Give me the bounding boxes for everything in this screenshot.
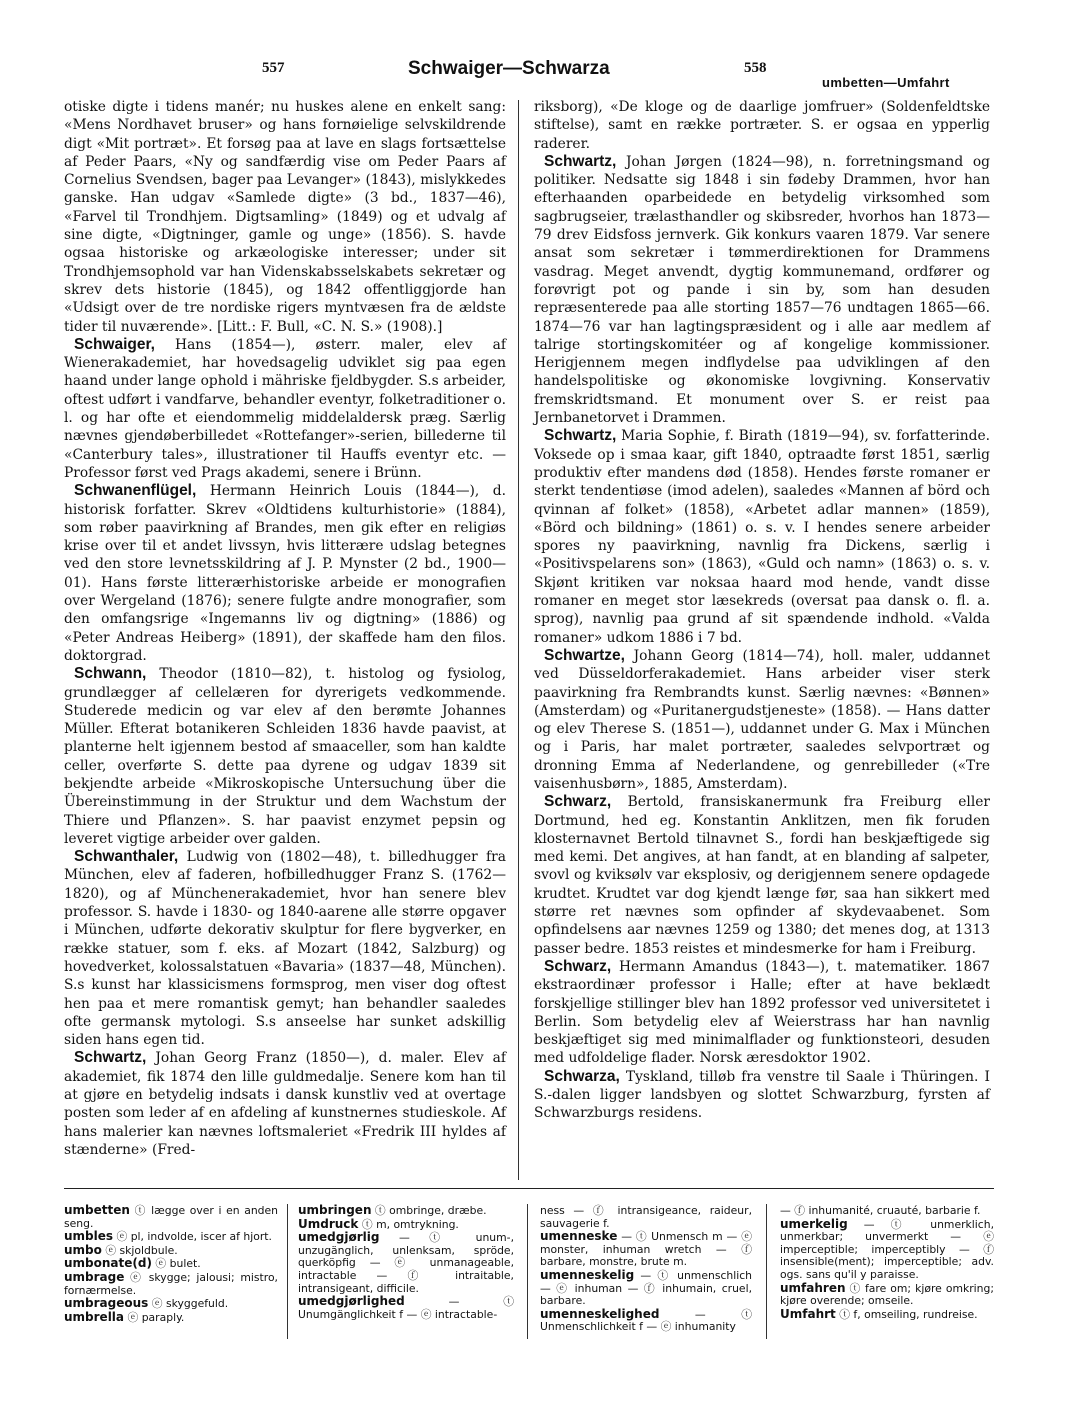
headword: Schwarz, bbox=[544, 793, 612, 811]
glossary-headword: umbrageous bbox=[64, 1296, 149, 1311]
headword: Schwaiger, bbox=[74, 335, 155, 353]
right-column bbox=[534, 98, 990, 1123]
glossary-entry bbox=[780, 1204, 994, 1218]
entry-text: Tyskland, tilløb fra venstre til Saale i Thüringen. I S.-dalen ligger landsbyen og slottet Schwarzburg, fyrsten af Schwarzburgs residens. bbox=[534, 1068, 990, 1122]
headword: Schwanenflügel, bbox=[74, 482, 197, 500]
glossary-column-3 bbox=[540, 1204, 752, 1334]
entry-schwartz-johan-georg-franz bbox=[64, 1049, 506, 1159]
entry-text: Hermann Amandus (1843—), t. matematiker. 1867 ekstraordinær professor i Halle; efter at have beklædt forskjellige stillinger blev han 1892 professor ved universitetet i Berlin. Som betydelig elev af Weierstrass har han navnlig beskjæftiget sig med minimalflader og funktionsteori, desuden med udfoldelige flader. Norsk æresdoktor 1902. bbox=[534, 958, 990, 1067]
page-title: Schwaiger—Schwarza bbox=[408, 58, 610, 79]
glossary-headword: umbetten bbox=[64, 1203, 130, 1217]
glossary-entry bbox=[540, 1308, 752, 1334]
glossary-headword: umbrella bbox=[64, 1309, 125, 1324]
entry-text: Theodor (1810—82), t. histolog og fysiolog, grundlægger af cellelæren for dyrerigets vedkommende. Studerede medicin og var elev af den berømte Johannes Müller. Efterat botanikeren Schleiden 1836 havde paavist, at planterne helt igjennem bestod af smaaceller, som han kaldte celler, overførte S. dette paa dyrene og udgav 1839 sit bekjendte arbeide «Mikroskopische Untersuchung über die Übereinstimmung in der Struktur und dem Wachstum der Thiere und Pflanzen». S. har paavist enzymet pepsin og leveret vigtige arbeider over galden. bbox=[64, 666, 506, 847]
entry-schwarz-bertold bbox=[534, 793, 990, 958]
continued-paragraph: riksborg), «De kloge og de daarlige jomfruer» (Soldenfeldtske stiftelse), samt en række portræter. S. er ogsaa en ypperlig raderer. bbox=[534, 99, 990, 152]
entry-text: Johan Georg Franz (1850—), d. maler. Elev af akademiet, fik 1874 den lille guldmedalje. Senere kom han til at gjøre en betydelig indsats i dansk kunstliv ved at overtage posten som leder af en afdeling af kunstnernes studieskole. Af hans malerier kan nævnes loftsmaleriet «Fredrik III hyldes af stænderne» (Fred- bbox=[64, 1050, 506, 1158]
glossary-entry bbox=[64, 1204, 278, 1230]
glossary-text: — ⓣ unum-, unzugänglich, unlenksam, spröde, querköpfig — ⓔ unmanageable, intractable — ⓕ intraitable, intransigeant, difficile. bbox=[298, 1231, 514, 1295]
glossary-text: ⓣ m, omtrykning. bbox=[358, 1217, 459, 1231]
glossary-text: ⓣ f, omseiling, rundreise. bbox=[835, 1307, 978, 1321]
entry-text: Maria Sophie, f. Birath (1819—94), sv. forfatterinde. Voksede op i smaa kaar, gift 1840, optraadte først 1851, særlig produktiv efter mandens død (1858). Hendes første romaner er sterkt tendentiøse (imod adelen), saaledes «Mannen af börd och qvinnan af folket» (1858), «Arbetet adlar mannen» (1859), «Börd och bildning» (1861) o. s. v. I hendes senere arbeider spores ny paavirkning, navnlig fra Dickens, særlig i «Positivspelarens son» (1863), «Guld och namn» (1863) o. s. v. Skjønt kritiken var noksaa haard mod hende, vandt disse romaner en meget stor læsekreds (oversat paa dansk o. fl. a. sprog), navnlig paa grund af sit spændende indhold. «Valda romaner» udkom 1886 i 7 bd. bbox=[534, 428, 990, 646]
continued-paragraph: otiske digte i tidens manér; nu huskes alene en enkelt sang: «Mens Nordhavet bruser» og hans fornøielige selvskildrende digt «Mit portræt». Et forsøg paa at lave en slags fortsættelse af Peder Paars, «Ny og sandfærdig vise om Peder Paars af Cornelius Svendsen, bager paa Levanger» (1843), mislykkedes ganske. Han udgav «Samlede digte» (3 bd., 1837—46), «Farvel til Trondhjem. Digtsamling» (1849) og et udvalg af sine digte, «Digtninger, gamle og unge» (1856). S. havde ogsaa historiske og arkæologiske interesser; under sit Trondhjemsophold var han Videnskabsselskabets sekretær og skrev dets historie (1845), og 1842 offentliggjorde han «Udsigt over de tre nordiske rigers myntvæsen fra de ældste tider til nuværende». [Litt.: F. Bull, «C. N. S.» (1908).] bbox=[64, 99, 506, 335]
glossary-text: — ⓣ Unmensch m — ⓔ monster, inhuman wretch — ⓕ barbare, monstre, brute m. bbox=[540, 1230, 752, 1269]
glossary-headword: umfahren bbox=[780, 1280, 846, 1295]
glossary-divider bbox=[527, 1204, 528, 1339]
glossary-text: — ⓕ inhumanité, cruauté, barbarie f. bbox=[780, 1204, 981, 1217]
glossary-text: ⓔ paraply. bbox=[124, 1310, 185, 1324]
glossary-text: — ⓣ Unumgänglichkeit f — ⓔ intractable- bbox=[298, 1295, 514, 1321]
glossary-entry bbox=[780, 1218, 994, 1282]
glossary-divider bbox=[287, 1204, 288, 1339]
entry-schwarz-hermann bbox=[534, 958, 990, 1068]
glossary-headword: umenneskelighed bbox=[540, 1306, 660, 1321]
glossary-divider bbox=[766, 1204, 767, 1339]
glossary-entry bbox=[64, 1297, 278, 1311]
glossary-text: — ⓣ unmenschlich — ⓔ inhuman — ⓕ inhumain, cruel, barbare. bbox=[540, 1268, 752, 1308]
glossary-text: ⓔ skygge; jalousi; mistro, fornærmelse. bbox=[64, 1270, 278, 1297]
entry-text: Johann Georg (1814—74), holl. maler, uddannet ved Düsseldorferakademiet. Hans arbeider viser sterk paavirkning fra Rembrandts kunst. Særlig nævnes: «Bønnen» (Amsterdam) og «Puritanergudstjeneste» (1858). — Hans datter og elev Therese S. (1851—), uddannet under G. Max i München og i Paris, har malet portræter, saaledes selvportræt og dronning Emma af Nederlandene, og genrebilleder («Tre vaisenhusbørn», 1885, Amsterdam). bbox=[534, 647, 990, 792]
glossary-headword: umbles bbox=[64, 1229, 114, 1244]
footer-rule bbox=[64, 1188, 994, 1189]
glossary-text: ⓔ skyggefuld. bbox=[148, 1297, 229, 1311]
glossary-entry bbox=[780, 1308, 994, 1322]
entry-text: Bertold, fransiskanermunk fra Freiburg eller Dortmund, hed eg. Konstantin Anklitzen, men fik foruden klosternavnet Bertold tilnavnet S., fordi han beskjæftigede sig med kemi. Det angives, at han fandt, at en blanding af salpeter, svovl og kviksølv var eksplosiv, og derigjennem senere opdagede krudtet. Krudtet var dog kjendt længe før, saa han sikkert med større ret nævnes som opfinder af skydevaabenet. Som opfindelsens aar nævnes 1259 og 1380; det menes dog, at 1313 passer bedre. 1853 reistes et mindesmerke for ham i Freiburg. bbox=[534, 794, 990, 957]
glossary-text: ⓔ bulet. bbox=[151, 1257, 201, 1271]
glossary-text: ness — ⓕ intransigeance, raideur, sauvagerie f. bbox=[540, 1204, 752, 1230]
glossary-entry bbox=[540, 1269, 752, 1308]
glossary-headword: umenneske bbox=[540, 1229, 618, 1244]
entry-schwanthaler bbox=[64, 848, 506, 1049]
glossary-text: ⓔ pl, indvolde, iscer af hjort. bbox=[113, 1230, 272, 1244]
glossary-column-1 bbox=[64, 1204, 278, 1324]
glossary-entry bbox=[64, 1244, 278, 1258]
glossary-headword: Umfahrt bbox=[780, 1306, 836, 1321]
entry-schwarza bbox=[534, 1068, 990, 1123]
glossary-headword: umerkelig bbox=[780, 1216, 848, 1231]
glossary-headword: Umdruck bbox=[298, 1216, 359, 1231]
glossary-entry bbox=[540, 1204, 752, 1230]
glossary-headword: umbringen bbox=[298, 1203, 372, 1217]
glossary-column-2 bbox=[298, 1204, 514, 1321]
headword: Schwartz, bbox=[544, 427, 617, 445]
glossary-text: — ⓣ Unmenschlichkeit f — ⓔ inhumanity bbox=[540, 1307, 752, 1334]
glossary-headword: umenneskelig bbox=[540, 1267, 635, 1282]
glossary-entry bbox=[780, 1282, 994, 1308]
entry-schwann bbox=[64, 665, 506, 848]
entry-schwartz-johan-joergen bbox=[534, 153, 990, 427]
glossary-text: ⓔ skjoldbule. bbox=[101, 1243, 178, 1257]
glossary-text: ⓣ ombringe, dræbe. bbox=[371, 1204, 487, 1217]
glossary-text: ⓣ fare om; kjøre omkring; kjøre overende; omseile. bbox=[780, 1281, 994, 1308]
glossary-headword: umbrage bbox=[64, 1269, 125, 1284]
glossary-headword: umedgjørlighed bbox=[298, 1294, 405, 1309]
glossary-entry bbox=[298, 1204, 514, 1218]
glossary-entry bbox=[298, 1231, 514, 1295]
entry-schwanenfluegel bbox=[64, 482, 506, 665]
headword: Schwanthaler, bbox=[74, 848, 179, 866]
entry-text: Hermann Heinrich Louis (1844—), d. historisk forfatter. Skrev «Oldtidens kulturhistorie» (1884), som røber paavirkning af Brandes, men gik efter en religiøs krise over til et andet livssyn, hvis litterære udslag betegnes ved den store levnetsskildring af J. P. Mynster (2 bd., 1900—01). Hans første litterærhistoriske arbeide er monografien over Wergeland (1876); senere fulgte andre monografier, som den omfangsrige «Ingemanns liv og digtning» (1886) og «Peter Andreas Heiberg» (1891), der skaffede ham den filos. doktorgrad. bbox=[64, 483, 506, 664]
glossary-entry bbox=[298, 1218, 514, 1232]
headword: Schwarza, bbox=[544, 1067, 620, 1085]
headword: Schwartze, bbox=[544, 646, 625, 664]
entry-schwartz-maria-sophie bbox=[534, 427, 990, 647]
glossary-text: — ⓣ unmerklich, unmerkbar; unvermerkt — ⓔ imperceptible; imperceptibly — ⓕ insensible(ment); imperceptible; adv. ogs. sans qu'il y paraisse. bbox=[780, 1217, 994, 1281]
headword: Schwartz, bbox=[544, 152, 617, 170]
left-column bbox=[64, 98, 506, 1159]
headword: Schwann, bbox=[74, 665, 147, 683]
guide-words: umbetten—Umfahrt bbox=[822, 75, 950, 90]
entry-schwaiger bbox=[64, 336, 506, 482]
glossary-text: ⓣ lægge over i en anden seng. bbox=[64, 1204, 278, 1230]
glossary-entry bbox=[64, 1230, 278, 1244]
glossary-entry bbox=[540, 1230, 752, 1269]
entry-text: Johan Jørgen (1824—98), n. forretningsmand og politiker. Nedsatte sig 1848 i sin fødeby Drammen, hvor han efterhaanden oparbeidede en betydelig virksomhed som sagbrugseier, trælasthandler og skibsreder, hvorhos han 1873—79 drev Eidsfoss jernverk. Gik konkurs vaaren 1879. Var senere ansat som sekretær i tømmerdirektionen for Drammens vasdrag. Meget anvendt, dygtig kommunemand, ordfører og forøvrigt pot og pande i sin by, som han desuden repræsenterede paa alle storting 1857—76 undtagen 1865—66. 1874—76 var han lagtingspræsident og i alle aar medlem af talrige stortingskomitéer og af kongelige kommissioner. Herigjennem megen indflydelse paa udviklingen af den handelspolitiske og økonomiske lovgivning. Konservativ fremskridtsmand. Et monument over S. er reist paa Jernbanetorvet i Drammen. bbox=[534, 153, 990, 427]
glossary-headword: umbo bbox=[64, 1242, 102, 1257]
page-number-right: 558 bbox=[744, 60, 767, 76]
entry-schwartze bbox=[534, 647, 990, 793]
column-divider bbox=[518, 100, 519, 1180]
glossary-entry bbox=[64, 1271, 278, 1297]
glossary-entry bbox=[64, 1257, 278, 1271]
glossary-entry bbox=[298, 1295, 514, 1321]
headword: Schwarz, bbox=[544, 957, 612, 975]
entry-text: Ludwig von (1802—48), t. billedhugger fra München, elev af faderen, hofbilledhugger Franz S. (1762—1820), og af Münchenerakademiet, hvor han senere blev professor. S. havde i 1830- og 1840-aarene alle større opgaver i München, udførte dekorativ skulptur for flere bygverker, en række statuer, som f. eks. af Mozart (1842, Salzburg) og hovedverket, kolossalstatuen «Bavaria» (1837—48, München). S.s kunst har klassicismens formsprog, men viser dog oftest hen paa et mere romantisk gemyt; han behandler saaledes ofte germansk mytologi. S.s anseelse har sunket adskillig siden hans egen tid. bbox=[64, 849, 506, 1049]
glossary-column-4 bbox=[780, 1204, 994, 1321]
page-number-left: 557 bbox=[262, 60, 285, 76]
glossary-headword: umedgjørlig bbox=[298, 1230, 380, 1245]
entry-text: Hans (1854—), østerr. maler, elev af Wienerakademiet, har hovedsagelig udviklet sig paa egen haand under lange ophold i mähriske fjeldbygder. S.s arbeider, oftest udført i vandfarve, behandler eventyr, folketraditioner o. l. og har ofte et eiendommelig middelaldersk præg. Særlig nævnes gjendøberbilledet «Rottefanger»-serien, billederne til «Canterbury tales», illustrationer til Hauffs eventyr etc. — Professor først ved Prags akademi, senere i Brünn. bbox=[64, 336, 506, 481]
headword: Schwartz, bbox=[74, 1049, 147, 1067]
glossary-entry bbox=[64, 1311, 278, 1325]
glossary-headword: umbonate(d) bbox=[64, 1256, 152, 1271]
